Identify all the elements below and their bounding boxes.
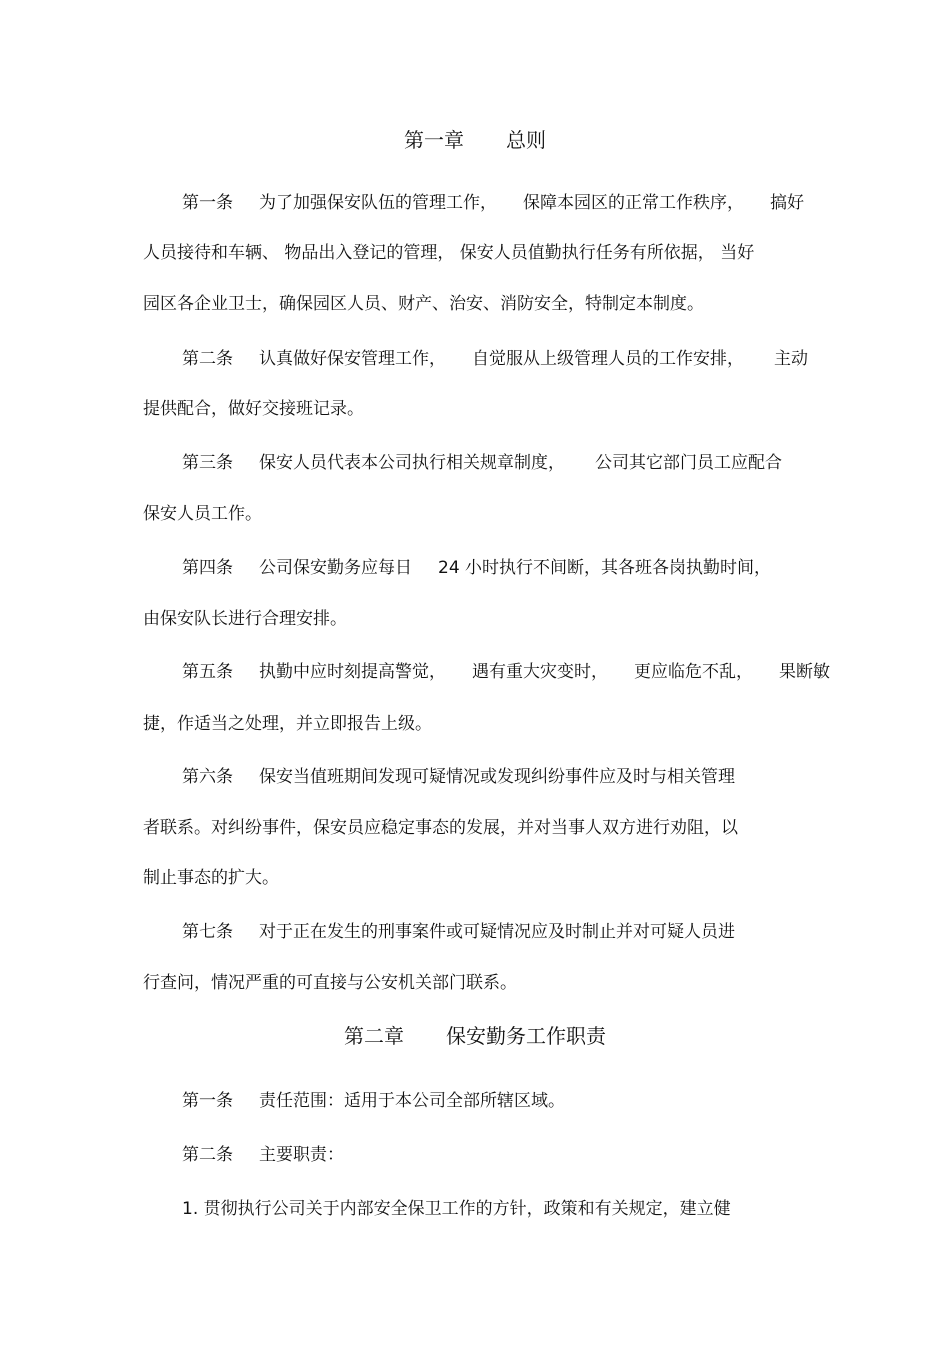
ch2-article-2 (182, 1145, 344, 1165)
chapter-1-heading (0, 128, 950, 152)
text-segment: 为了加强保安队伍的管理工作， (259, 193, 497, 213)
text-segment: 对于正在发生的刑事案件或可疑情况应及时制止并对可疑人员进 (259, 922, 735, 942)
chapter-1-title: 总则 (506, 128, 546, 152)
text-segment: 执勤中应时刻提高警觉， (259, 662, 446, 682)
article-label: 第一条 (182, 1091, 233, 1111)
text-segment: 果断敏 (779, 662, 830, 682)
text-segment: 主动 (774, 349, 808, 369)
ch1-article-5-first-line (182, 662, 830, 682)
text-segment: 搞好 (770, 193, 804, 213)
ch1-article-4-first-line (182, 558, 771, 578)
ch1-article-6-first-line (182, 767, 735, 787)
text-segment: 保安人员代表本公司执行相关规章制度， (259, 453, 565, 473)
ch1-article-5-line-2: 捷，作适当之处理，并立即报告上级。 (143, 714, 432, 734)
ch1-article-7-line-2: 行查问，情况严重的可直接与公安机关部门联系。 (143, 973, 517, 993)
article-label: 第六条 (182, 767, 233, 787)
text-segment: 更应临危不乱， (634, 662, 753, 682)
article-text: 主要职责： (259, 1145, 344, 1165)
text-segment: 遇有重大灾变时， (472, 662, 608, 682)
ch1-article-2-line-2: 提供配合，做好交接班记录。 (143, 399, 364, 419)
ch1-article-6-line-3: 制止事态的扩大。 (143, 868, 279, 888)
ch1-article-3-line-2: 保安人员工作。 (143, 504, 262, 524)
text-segment: 公司其它部门员工应配合 (595, 453, 782, 473)
ch2-item-1: 1. 贯彻执行公司关于内部安全保卫工作的方针，政策和有关规定，建立健 (182, 1199, 731, 1219)
chapter-2-heading (0, 1024, 950, 1048)
article-label: 第四条 (182, 558, 233, 578)
ch1-article-1-line-2: 人员接待和车辆、 物品出入登记的管理， 保安人员值勤执行任务有所依据， 当好 (143, 243, 755, 263)
text-segment: 24 小时执行不间断，其各班各岗执勤时间， (438, 558, 772, 578)
chapter-2-title: 保安勤务工作职责 (446, 1024, 606, 1048)
ch1-article-2-first-line (182, 349, 808, 369)
ch1-article-1-first-line (182, 193, 804, 213)
ch1-article-6-line-2: 者联系。对纠纷事件，保安员应稳定事态的发展，并对当事人双方进行劝阻，以 (143, 818, 738, 838)
article-label: 第七条 (182, 922, 233, 942)
ch1-article-7-first-line (182, 922, 735, 942)
article-text: 责任范围：适用于本公司全部所辖区域。 (259, 1091, 565, 1111)
article-label: 第三条 (182, 453, 233, 473)
text-segment: 认真做好保安管理工作， (259, 349, 446, 369)
text-segment: 保安当值班期间发现可疑情况或发现纠纷事件应及时与相关管理 (259, 767, 735, 787)
article-label: 第二条 (182, 349, 233, 369)
ch1-article-4-line-2: 由保安队长进行合理安排。 (143, 609, 347, 629)
chapter-2-number: 第二章 (344, 1024, 404, 1048)
text-segment: 自觉服从上级管理人员的工作安排， (472, 349, 744, 369)
text-segment: 保障本园区的正常工作秩序， (523, 193, 744, 213)
chapter-1-number: 第一章 (404, 128, 464, 152)
ch1-article-1-line-3: 园区各企业卫士，确保园区人员、财产、治安、消防安全，特制定本制度。 (143, 294, 704, 314)
article-label: 第二条 (182, 1145, 233, 1165)
ch2-article-1 (182, 1091, 565, 1111)
text-segment: 公司保安勤务应每日 (259, 558, 412, 578)
article-label: 第五条 (182, 662, 233, 682)
ch1-article-3-first-line (182, 453, 782, 473)
article-label: 第一条 (182, 193, 233, 213)
